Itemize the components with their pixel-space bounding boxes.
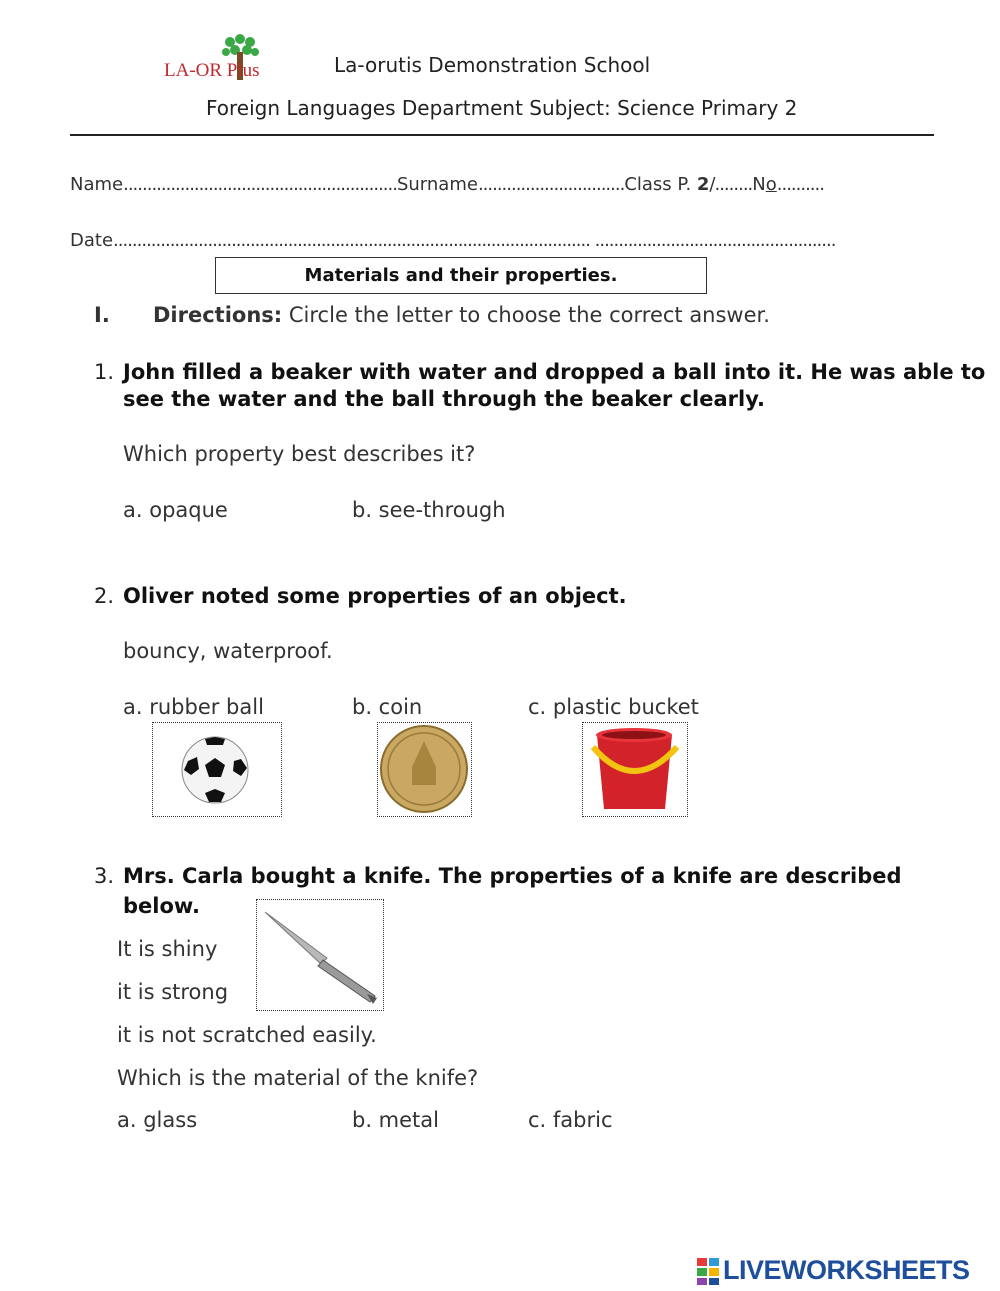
surname-label: Surname [396, 174, 478, 195]
name-label: Name [70, 174, 124, 195]
directions-numeral: I. [94, 303, 110, 327]
question-2-prompt: bouncy, waterproof. [123, 639, 333, 663]
number-label: No [752, 174, 777, 195]
property-2: it is strong [117, 980, 229, 1004]
name-field[interactable]: .......................................................... [123, 174, 397, 195]
question-1-line-1: John filled a beaker with water and dropped a ball into it. He was able to [123, 360, 986, 384]
knife-icon [257, 900, 382, 1009]
question-1-line-2: see the water and the ball through the beaker clearly. [123, 387, 765, 411]
class-label: Class P. [624, 174, 697, 195]
plastic-bucket-image [582, 722, 688, 817]
question-3-line-1: Mrs. Carla bought a knife. The properties of a knife are described [123, 864, 902, 888]
coin-icon [378, 723, 470, 815]
soccer-ball-icon [153, 723, 280, 815]
class-value: 2 [696, 174, 710, 195]
liveworksheets-squares-icon [697, 1258, 719, 1285]
surname-field[interactable]: ............................... [477, 174, 625, 195]
student-info-row [70, 174, 824, 195]
worksheet-title: Materials and their properties. [215, 257, 707, 294]
q1-option-a[interactable]: a. opaque [123, 498, 228, 522]
q2-option-c[interactable]: c. plastic bucket [528, 695, 699, 719]
school-name: La-orutis Demonstration School [334, 53, 651, 77]
q3-option-a[interactable]: a. glass [117, 1108, 198, 1132]
class-field[interactable]: /........ [709, 174, 753, 195]
question-1-prompt: Which property best describes it? [123, 442, 476, 466]
q2-option-a[interactable]: a. rubber ball [123, 695, 264, 719]
q3-option-c[interactable]: c. fabric [528, 1108, 613, 1132]
department-subject: Foreign Languages Department Subject: Science Primary 2 [206, 96, 798, 120]
header-divider [70, 134, 934, 136]
question-3-line-2: below. [123, 894, 200, 918]
directions-label: Directions: [153, 303, 283, 327]
directions-text: Circle the letter to choose the correct answer. [288, 303, 770, 327]
bucket-icon [583, 723, 686, 815]
date-field[interactable]: ..................................................................................................... ................................................... [113, 230, 836, 251]
knife-image [256, 899, 384, 1011]
logo-text: LA-OR Plus [164, 60, 260, 81]
rubber-ball-image [152, 722, 282, 817]
q2-option-b[interactable]: b. coin [352, 695, 423, 719]
question-3-number: 3. [94, 864, 115, 888]
coin-image [377, 722, 472, 817]
date-label: Date [70, 230, 114, 251]
directions [153, 303, 770, 327]
question-2-line-1: Oliver noted some properties of an object. [123, 584, 627, 608]
liveworksheets-logo [697, 1255, 997, 1287]
liveworksheets-text: LIVEWORKSHEETS [723, 1255, 970, 1285]
date-row [70, 230, 835, 251]
number-field[interactable]: .......... [776, 174, 824, 195]
q1-option-b[interactable]: b. see-through [352, 498, 506, 522]
school-logo [160, 30, 290, 90]
question-1-number: 1. [94, 360, 115, 384]
property-3: it is not scratched easily. [117, 1023, 377, 1047]
property-1: It is shiny [117, 937, 218, 961]
question-2-number: 2. [94, 584, 115, 608]
question-3-prompt: Which is the material of the knife? [117, 1066, 479, 1090]
q3-option-b[interactable]: b. metal [352, 1108, 439, 1132]
